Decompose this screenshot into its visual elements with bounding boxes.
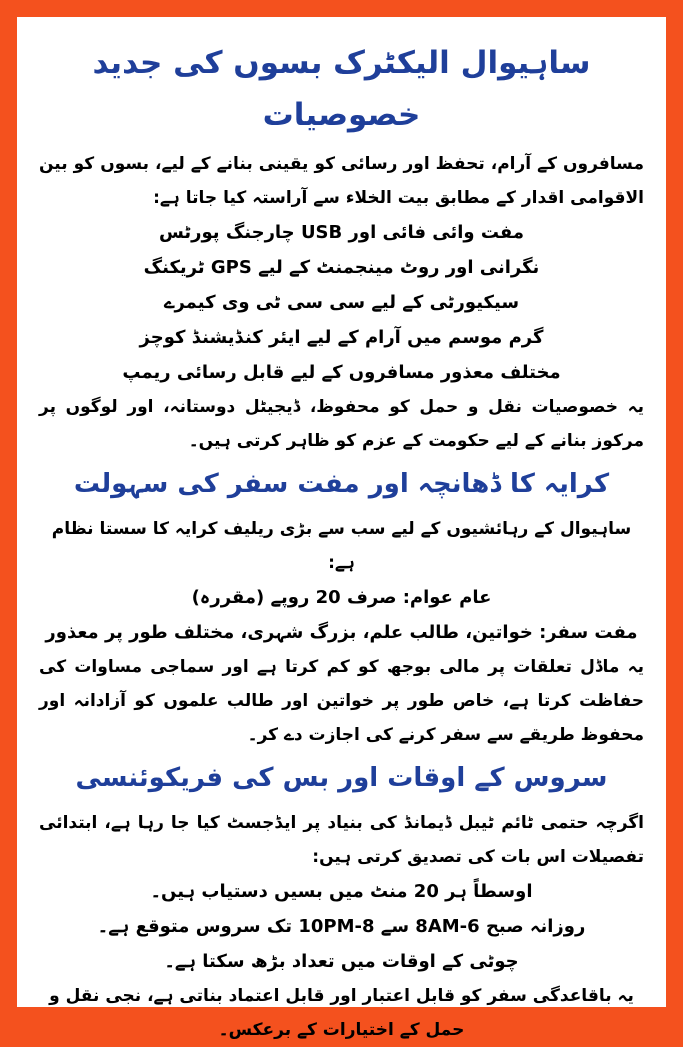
section-title-features: ساہیوال الیکٹرک بسوں کی جدید خصوصیات: [92, 45, 591, 133]
features-list: [39, 215, 644, 390]
general-fare: عام عوام: صرف 20 روپے (مقررہ): [191, 587, 492, 608]
fares-closing: یہ ماڈل تعلقات پر مالی بوجھ کو کم کرتا ہے اور سماجی مساوات کی حفاظت کرتا ہے، خاص طور پر خواتین اور طالب علموں کو آزادانہ اور محفوظ طریقے سے سفر کرنے کی اجازت دے کر۔: [39, 657, 644, 745]
section-title-fares: کرایہ کا ڈھانچہ اور مفت سفر کی سہولت: [73, 469, 610, 499]
section-title-service-hours: سروس کے اوقات اور بس کی فریکوئنسی: [75, 763, 608, 793]
list-item: مختلف معذور مسافروں کے لیے قابل رسائی ریمپ: [122, 362, 561, 383]
list-item: سیکیورٹی کے لیے سی سی ٹی وی کیمرے: [163, 292, 520, 313]
list-item: گرم موسم میں آرام کے لیے ایئر کنڈیشنڈ کوچز: [139, 327, 544, 348]
free-travel: مفت سفر: خواتین، طالب علم، بزرگ شہری، مختلف طور پر معذور: [45, 622, 638, 643]
service-closing: یہ باقاعدگی سفر کو قابل اعتبار اور قابل اعتماد بناتی ہے، نجی نقل و حمل کے اختیارات کے برعکس۔: [49, 986, 634, 1040]
list-item: چوٹی کے اوقات میں تعداد بڑھ سکتا ہے۔: [164, 951, 519, 972]
features-intro: مسافروں کے آرام، تحفظ اور رسائی کو یقینی بنانے کے لیے، بسوں کو بین الاقوامی اقدار کے مطابق بیت الخلاء سے آراستہ کیا جاتا ہے:: [39, 154, 644, 208]
list-item: نگرانی اور روٹ مینجمنٹ کے لیے GPS ٹریکنگ: [143, 257, 540, 278]
service-list: [39, 874, 644, 979]
document-page: [17, 17, 666, 1040]
features-closing: یہ خصوصیات نقل و حمل کو محفوظ، ڈیجیٹل دوستانہ، اور لوگوں پر مرکوز بنانے کے لیے حکومت کے عزم کو ظاہر کرتی ہیں۔: [39, 397, 644, 451]
list-item: مفت وائی فائی اور USB چارجنگ پورٹس: [158, 222, 525, 243]
fares-intro: ساہیوال کے رہائشیوں کے لیے سب سے بڑی ریلیف کرایہ کا سستا نظام ہے:: [51, 519, 632, 573]
list-item: روزانہ صبح 6-8AM سے 8-10PM تک سروس متوقع ہے۔: [97, 916, 586, 937]
fares-list: [39, 580, 644, 650]
list-item: اوسطاً ہر 20 منٹ میں بسیں دستیاب ہیں۔: [150, 881, 533, 902]
service-intro: اگرچہ حتمی ٹائم ٹیبل ڈیمانڈ کی بنیاد پر ایڈجسٹ کیا جا رہا ہے، ابتدائی تفصیلات اس بات کی تصدیق کرتی ہیں:: [39, 813, 644, 867]
